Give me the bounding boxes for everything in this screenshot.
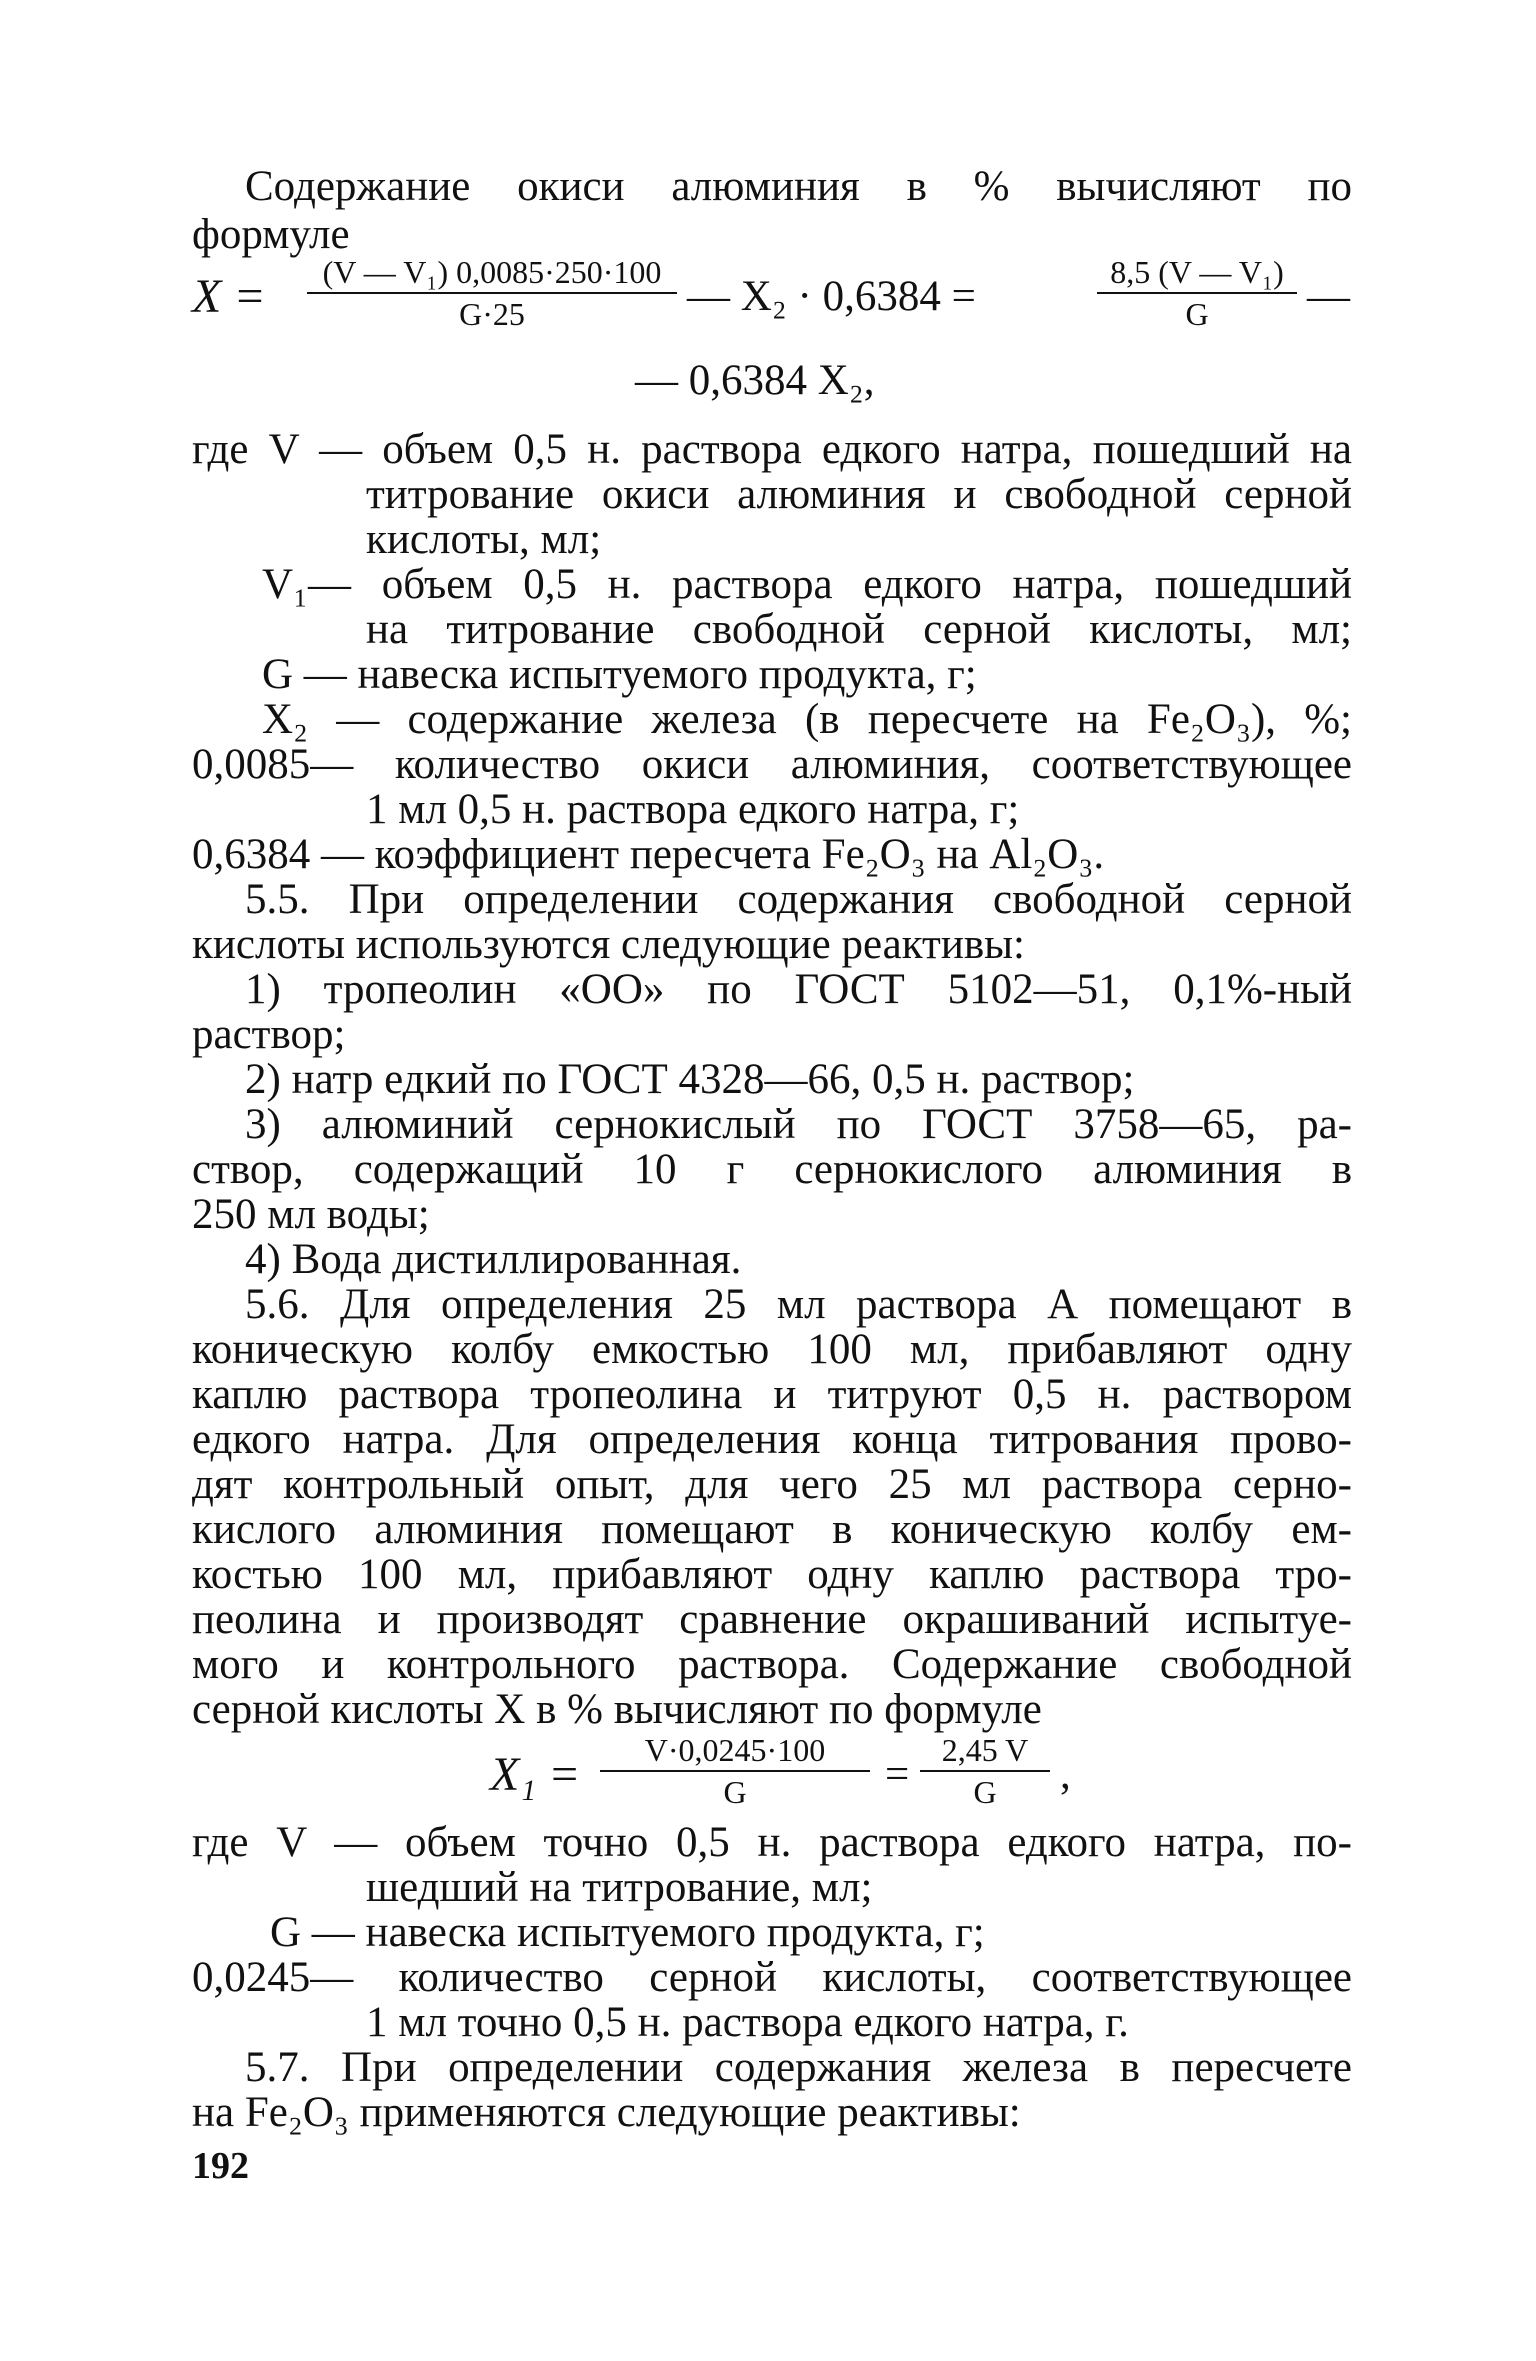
section-5-5-line: 5.5. При определении содержания свободной серной — [245, 876, 1352, 923]
reagent-line: 250 мл воды; — [192, 1191, 430, 1238]
formula-lhs: X = — [192, 270, 266, 323]
fraction-denominator: G — [973, 1774, 997, 1810]
fraction-denominator: G — [1185, 296, 1209, 332]
reagent-line: створ, содержащий 10 г сернокислого алюминия в — [192, 1146, 1352, 1193]
definition-line: где V — объем точно 0,5 н. раствора едкого натра, по- — [192, 1819, 1352, 1866]
section-5-6-line: костью 100 мл, прибавляют одну каплю раствора тро- — [192, 1551, 1352, 1598]
definition-line: титрование окиси алюминия и свободной серной — [366, 471, 1352, 518]
definition-line: 1 мл точно 0,5 н. раствора едкого натра, г. — [366, 1999, 1129, 2046]
text-line: Содержание окиси алюминия в % вычисляют по — [245, 163, 1352, 210]
formula-equals: = — [885, 1751, 910, 1798]
fraction-numerator: (V — V₁) 0,0085·250·100 — [322, 254, 662, 290]
formula-tail: — — [1307, 273, 1350, 320]
section-5-6-line: кислого алюминия помещают в коническую колбу ем- — [192, 1506, 1352, 1553]
definition-line: кислоты, мл; — [366, 516, 602, 563]
reagent-line: 3) алюминий сернокислый по ГОСТ 3758—65, ра- — [245, 1101, 1352, 1148]
definition-line: G — навеска испытуемого продукта, г; — [262, 651, 977, 698]
fraction-bar — [920, 1770, 1050, 1772]
reagent-line: раствор; — [192, 1011, 346, 1058]
section-5-6-line: серной кислоты X в % вычисляют по формуле — [192, 1686, 1042, 1733]
definition-line: 0,0245— количество серной кислоты, соответствующее — [192, 1954, 1352, 2001]
fraction-denominator: G·25 — [459, 296, 525, 332]
section-5-6-line: каплю раствора тропеолина и титруют 0,5 н. раствором — [192, 1371, 1352, 1418]
definition-line: V₁— объем 0,5 н. раствора едкого натра, пошедший — [262, 561, 1352, 608]
formula-fraction — [920, 1732, 1050, 1810]
page-number: 192 — [192, 2145, 249, 2187]
formula-fraction — [307, 254, 677, 332]
section-5-6-line: 5.6. Для определения 25 мл раствора А помещают в — [245, 1281, 1352, 1328]
reagent-line: 4) Вода дистиллированная. — [245, 1236, 742, 1283]
fraction-bar — [307, 292, 677, 294]
definition-line: шедший на титрование, мл; — [366, 1864, 873, 1911]
definition-line: 0,0085— количество окиси алюминия, соответствующее — [192, 741, 1352, 788]
definition-line: G — навеска испытуемого продукта, г; — [270, 1909, 985, 1956]
formula-fraction — [1097, 254, 1297, 332]
section-5-7-line: на Fe₂O₃ применяются следующие реактивы: — [192, 2089, 1021, 2136]
section-5-6-line: дят контрольный опыт, для чего 25 мл раствора серно- — [192, 1461, 1352, 1508]
section-5-7-line: 5.7. При определении содержания железа в пересчете — [245, 2044, 1352, 2091]
formula-fraction — [600, 1732, 870, 1810]
definition-line: X₂ — содержание железа (в пересчете на Fe₂O₃), %; — [262, 696, 1352, 743]
formula-middle: — X₂ · 0,6384 = — [687, 273, 976, 320]
section-5-6-line: коническую колбу емкостью 100 мл, прибавляют одну — [192, 1326, 1352, 1373]
reagent-line: 2) натр едкий по ГОСТ 4328—66, 0,5 н. раствор; — [245, 1056, 1135, 1103]
formula-tail: , — [1060, 1751, 1071, 1798]
definition-line: 1 мл 0,5 н. раствора едкого натра, г; — [366, 786, 1020, 833]
fraction-numerator: 2,45 V — [941, 1732, 1029, 1768]
section-5-6-line: едкого натра. Для определения конца титрования прово- — [192, 1416, 1352, 1463]
formula-lhs: X₁ = — [490, 1748, 581, 1801]
formula-sulfuric-acid — [490, 1728, 1110, 1828]
section-5-5-line: кислоты используются следующие реактивы: — [192, 921, 1025, 968]
fraction-bar — [1097, 292, 1297, 294]
definition-line: на титрование свободной серной кислоты, мл; — [366, 606, 1352, 653]
section-5-6-line: пеолина и производят сравнение окрашиваний испытуе- — [192, 1596, 1352, 1643]
text-line: формуле — [192, 211, 350, 258]
formula-continuation: — 0,6384 X₂, — [635, 357, 875, 404]
fraction-numerator: 8,5 (V — V₁) — [1110, 254, 1284, 290]
fraction-numerator: V·0,0245·100 — [644, 1732, 826, 1768]
fraction-bar — [600, 1770, 870, 1772]
reagent-line: 1) тропеолин «ОО» по ГОСТ 5102—51, 0,1%-ный — [245, 966, 1352, 1013]
formula-aluminium-oxide — [192, 250, 1352, 350]
definition-line: 0,6384 — коэффициент пересчета Fe₂O₃ на Al₂O₃. — [192, 831, 1105, 878]
fraction-denominator: G — [723, 1774, 747, 1810]
definition-line: где V — объем 0,5 н. раствора едкого натра, пошедший на — [192, 426, 1352, 473]
section-5-6-line: мого и контрольного раствора. Содержание свободной — [192, 1641, 1352, 1688]
